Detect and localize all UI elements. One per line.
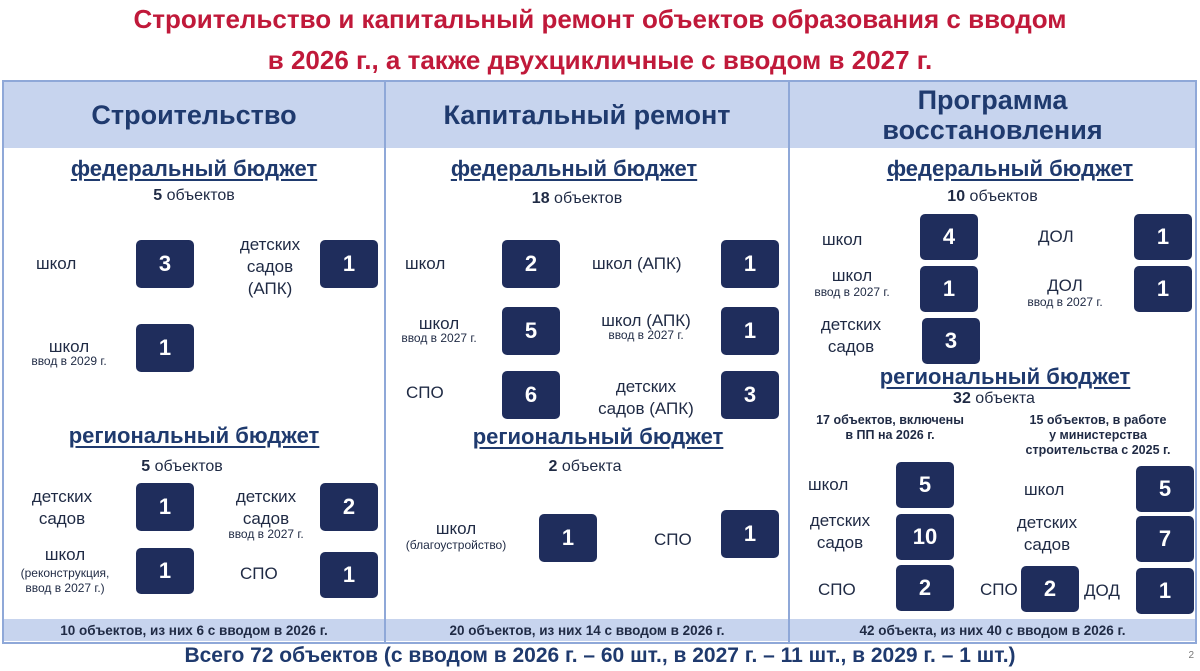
construction-reg-schools-value: 1 [136,548,194,594]
restoration-schools-value: 4 [920,214,978,260]
construction-federal-count: 5 объектов [153,187,235,204]
restoration-schools-2027-value: 1 [920,266,978,312]
restoration-reg-left-kindergartens-label: детских садов [809,511,871,552]
repair-schools-value: 2 [502,240,560,288]
construction-schools-2029-label: школ ввод в 2029 г. [31,337,107,368]
repair-spo-value: 6 [502,371,560,419]
construction-regional-count: 5 объектов [141,458,223,475]
restoration-regional-right-note: 15 объектов, в работе у министерства строительства с 2025 г. [1025,413,1171,457]
repair-reg-spo-label: СПО [654,530,692,549]
restoration-reg-right-schools-value: 5 [1136,466,1194,512]
repair-schools-apk-2027-value: 1 [721,307,779,355]
restoration-federal-count: 10 объектов [947,188,1038,205]
restoration-reg-left-kindergartens-value: 10 [896,514,954,560]
construction-reg-kindergartens-2027-value: 2 [320,483,378,531]
construction-reg-spo-label: СПО [240,564,278,583]
page-number: 2 [1188,650,1194,661]
restoration-reg-right-kindergartens-value: 7 [1136,516,1194,562]
construction-kindergartens-label: детских садов (АПК) [239,235,301,298]
restoration-reg-right-schools-label: школ [1024,480,1065,499]
repair-kindergartens-apk-label: детских садов (АПК) [598,377,694,418]
restoration-dol-2027-label: ДОЛ ввод в 2027 г. [1027,276,1103,309]
repair-schools-label: школ [405,254,446,273]
repair-regional-count: 2 объекта [548,458,622,475]
grand-total: Всего 72 объектов (с вводом в 2026 г. – 60 шт., в 2027 г. – 11 шт., в 2029 г. – 1 шт.) [184,644,1016,667]
repair-kindergartens-apk-value: 3 [721,371,779,419]
restoration-regional-count: 32 объекта [953,390,1035,407]
restoration-reg-left-spo-value: 2 [896,565,954,611]
construction-reg-schools-label: школ (реконструкция, ввод в 2027 г.) [20,545,110,595]
construction-federal-heading: федеральный бюджет [70,156,318,181]
restoration-reg-right-dod-label: ДОД [1084,581,1120,600]
restoration-schools-label: школ [822,230,863,249]
restoration-reg-right-dod-value: 1 [1136,568,1194,614]
restoration-regional-heading: региональный бюджет [879,364,1131,389]
restoration-reg-right-kindergartens-label: детских садов [1016,513,1078,554]
header-repair: Капитальный ремонт [386,82,788,148]
restoration-reg-left-schools-value: 5 [896,462,954,508]
slide-title-line1: Строительство и капитальный ремонт объектов образования с вводом [133,4,1067,34]
slide-title-line2: в 2026 г., а также двухцикличные с вводом в 2027 г. [267,45,933,75]
restoration-reg-right-spo-value: 2 [1021,566,1079,612]
restoration-reg-left-spo-label: СПО [818,580,856,599]
repair-reg-schools-value: 1 [539,514,597,562]
restoration-dol-label: ДОЛ [1038,227,1074,246]
construction-reg-kindergartens-label: детских садов [31,487,93,528]
repair-spo-label: СПО [406,383,444,402]
construction-reg-kindergartens-value: 1 [136,483,194,531]
restoration-regional-left-note: 17 объектов, включены в ПП на 2026 г. [816,413,964,442]
construction-reg-kindergartens-2027-label: детских садов ввод в 2027 г. [228,487,304,541]
repair-schools-2027-label: школ ввод в 2027 г. [401,314,477,345]
restoration-federal-heading: федеральный бюджет [886,156,1134,181]
restoration-reg-right-spo-label: СПО [980,580,1018,599]
construction-footer: 10 объектов, из них 6 с вводом в 2026 г. [4,619,384,641]
restoration-kindergartens-label: детских садов [820,315,882,356]
header-restoration: Программа восстановления [790,82,1195,148]
restoration-kindergartens-value: 3 [922,318,980,364]
construction-kindergartens-value: 1 [320,240,378,288]
repair-reg-spo-value: 1 [721,510,779,558]
header-construction: Строительство [4,82,384,148]
restoration-reg-left-schools-label: школ [808,475,849,494]
construction-schools-label: школ [36,254,77,273]
construction-reg-spo-value: 1 [320,552,378,598]
repair-schools-apk-label: школ (АПК) [592,254,682,273]
repair-regional-heading: региональный бюджет [472,424,724,449]
restoration-dol-2027-value: 1 [1134,266,1192,312]
repair-schools-2027-value: 5 [502,307,560,355]
repair-federal-heading: федеральный бюджет [450,156,698,181]
construction-schools-2029-value: 1 [136,324,194,372]
restoration-schools-2027-label: школ ввод в 2027 г. [814,266,890,299]
repair-federal-count: 18 объектов [531,190,623,207]
repair-reg-schools-label: школ (благоустройство) [405,519,507,552]
repair-schools-apk-value: 1 [721,240,779,288]
restoration-footer: 42 объекта, из них 40 с вводом в 2026 г. [790,619,1195,641]
construction-regional-heading: региональный бюджет [68,423,320,448]
construction-schools-value: 3 [136,240,194,288]
repair-footer: 20 объектов, из них 14 с вводом в 2026 г. [386,619,788,641]
repair-schools-apk-2027-label: школ (АПК) ввод в 2027 г. [601,311,691,342]
restoration-dol-value: 1 [1134,214,1192,260]
